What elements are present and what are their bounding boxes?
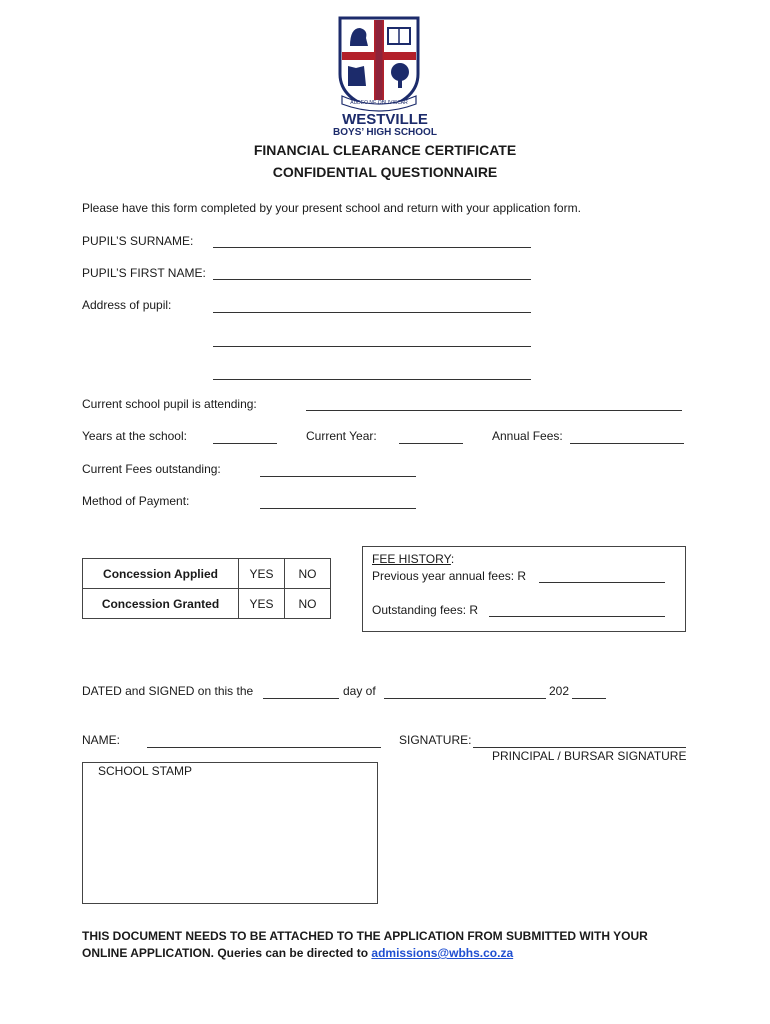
current-year-field[interactable] (399, 443, 463, 444)
fees-outstanding-field[interactable] (260, 476, 416, 477)
surname-field[interactable] (213, 247, 531, 248)
concession-applied-no[interactable]: NO (285, 559, 331, 589)
school-name: WESTVILLE (342, 111, 428, 128)
payment-method-label: Method of Payment: (82, 494, 190, 508)
table-row (83, 589, 331, 619)
year-field[interactable] (572, 698, 606, 699)
concession-applied-yes[interactable]: YES (239, 559, 285, 589)
day-of-label: day of (343, 684, 376, 698)
previous-fees-field[interactable] (539, 582, 665, 583)
month-field[interactable] (384, 698, 546, 699)
first-name-field[interactable] (213, 279, 531, 280)
page-title: FINANCIAL CLEARANCE CERTIFICATE (253, 142, 517, 158)
concession-granted-no[interactable]: NO (285, 589, 331, 619)
footer-note-line-2: ONLINE APPLICATION. Queries can be directed to (82, 946, 369, 960)
outstanding-fees-field[interactable] (489, 616, 665, 617)
years-field[interactable] (213, 443, 277, 444)
signature-field[interactable] (473, 747, 686, 748)
footer-note-line-2-wrap (82, 946, 513, 960)
concession-table (82, 558, 331, 619)
page-subtitle: CONFIDENTIAL QUESTIONNAIRE (272, 164, 498, 180)
fee-history-heading: FEE HISTORY (372, 552, 451, 566)
outstanding-fees-label: Outstanding fees: R (372, 603, 479, 617)
year-prefix-label: 202 (549, 684, 570, 698)
concession-granted-yes[interactable]: YES (239, 589, 285, 619)
fee-history-colon: : (450, 552, 455, 566)
address-field-line-1[interactable] (213, 312, 531, 313)
school-crest-logo (338, 16, 420, 112)
address-field-line-3[interactable] (213, 379, 531, 380)
previous-fees-label: Previous year annual fees: R (372, 569, 527, 583)
address-field-line-2[interactable] (213, 346, 531, 347)
name-label: NAME: (82, 733, 121, 747)
name-field[interactable] (147, 747, 381, 748)
table-row (83, 559, 331, 589)
first-name-label: PUPIL’S FIRST NAME: (82, 266, 206, 280)
current-school-label: Current school pupil is attending: (82, 397, 257, 411)
dated-signed-label: DATED and SIGNED on this the (82, 684, 254, 698)
years-label: Years at the school: (82, 429, 187, 443)
surname-label: PUPIL’S SURNAME: (82, 234, 194, 248)
ship-icon (348, 66, 366, 86)
fees-outstanding-label: Current Fees outstanding: (82, 462, 221, 476)
annual-fees-label: Annual Fees: (492, 429, 563, 443)
concession-granted-label: Concession Granted (83, 589, 239, 619)
signature-label: SIGNATURE: (399, 733, 472, 747)
address-label: Address of pupil: (82, 298, 172, 312)
signature-caption: PRINCIPAL / BURSAR SIGNATURE (492, 749, 687, 763)
annual-fees-field[interactable] (570, 443, 684, 444)
concession-applied-label: Concession Applied (83, 559, 239, 589)
current-school-field[interactable] (306, 410, 682, 411)
fee-history-heading-wrap (372, 552, 454, 566)
instruction-text: Please have this form completed by your present school and return with your application form. (82, 201, 581, 215)
crest-motto: AUDEO NE OBLIVISCAR (350, 100, 408, 106)
school-subtitle: BOYS’ HIGH SCHOOL (333, 127, 437, 138)
school-stamp-box (82, 762, 378, 904)
day-field[interactable] (263, 698, 339, 699)
payment-method-field[interactable] (260, 508, 416, 509)
current-year-label: Current Year: (306, 429, 377, 443)
school-stamp-label: SCHOOL STAMP (98, 764, 193, 778)
admissions-email-link[interactable]: admissions@wbhs.co.za (371, 946, 514, 960)
footer-note-line-1: THIS DOCUMENT NEEDS TO BE ATTACHED TO THE APPLICATION FROM SUBMITTED WITH YOUR (82, 929, 648, 943)
